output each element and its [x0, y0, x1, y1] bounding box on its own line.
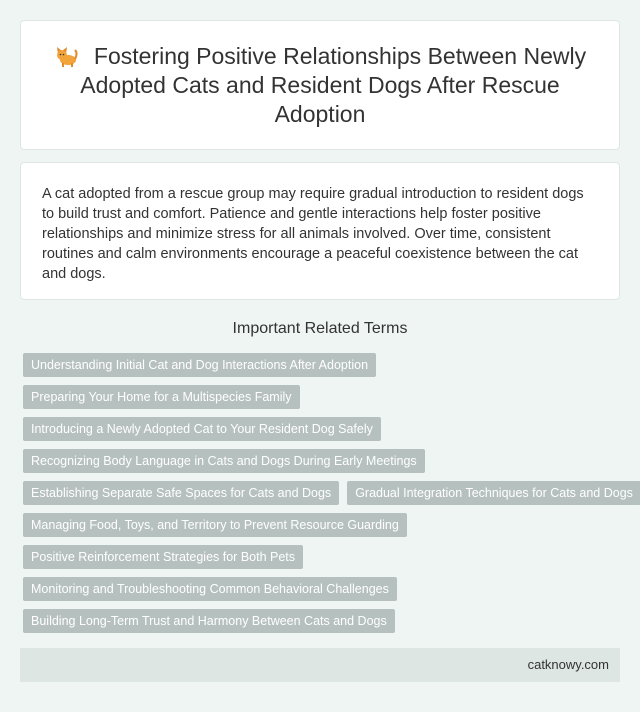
related-term-tag[interactable]: Understanding Initial Cat and Dog Interactions After Adoption	[23, 353, 376, 377]
related-term-tag[interactable]: Positive Reinforcement Strategies for Both Pets	[23, 545, 303, 569]
related-terms-list	[23, 353, 633, 641]
related-term-tag[interactable]: Managing Food, Toys, and Territory to Prevent Resource Guarding	[23, 513, 407, 537]
tag-row	[23, 417, 623, 441]
tag-row	[23, 481, 633, 505]
tag-row	[23, 513, 623, 537]
tag-row	[23, 385, 623, 409]
tag-row	[23, 577, 623, 601]
related-term-tag[interactable]: Introducing a Newly Adopted Cat to Your Resident Dog Safely	[23, 417, 381, 441]
related-term-tag[interactable]: Recognizing Body Language in Cats and Dogs During Early Meetings	[23, 449, 425, 473]
footer	[20, 648, 620, 682]
title-card	[20, 20, 620, 150]
related-term-tag[interactable]: Monitoring and Troubleshooting Common Behavioral Challenges	[23, 577, 397, 601]
related-term-tag[interactable]: Building Long-Term Trust and Harmony Between Cats and Dogs	[23, 609, 395, 633]
related-terms-heading: Important Related Terms	[232, 320, 408, 337]
tag-row	[23, 449, 623, 473]
footer-site-link[interactable]: catknowy.com	[527, 657, 609, 672]
related-term-tag[interactable]: Preparing Your Home for a Multispecies Family	[23, 385, 300, 409]
description-text: A cat adopted from a rescue group may require gradual introduction to resident dogs to build trust and comfort. Patience and gentle interactions help foster positive relationships and minimize stress for all animals involved. Over time, consistent routines and calm environments encourage a peaceful coexistence between the cat and dogs.	[42, 186, 584, 282]
description-card	[20, 162, 620, 300]
page-title-text: Fostering Positive Relationships Between Newly Adopted Cats and Resident Dogs After Rescue Adoption	[80, 42, 587, 127]
tag-row	[23, 609, 623, 633]
related-term-tag[interactable]: Gradual Integration Techniques for Cats and Dogs	[347, 481, 640, 505]
cat-icon	[54, 45, 78, 67]
tag-row	[23, 545, 623, 569]
page-title	[51, 42, 589, 129]
tag-row	[23, 353, 623, 377]
related-term-tag[interactable]: Establishing Separate Safe Spaces for Cats and Dogs	[23, 481, 339, 505]
